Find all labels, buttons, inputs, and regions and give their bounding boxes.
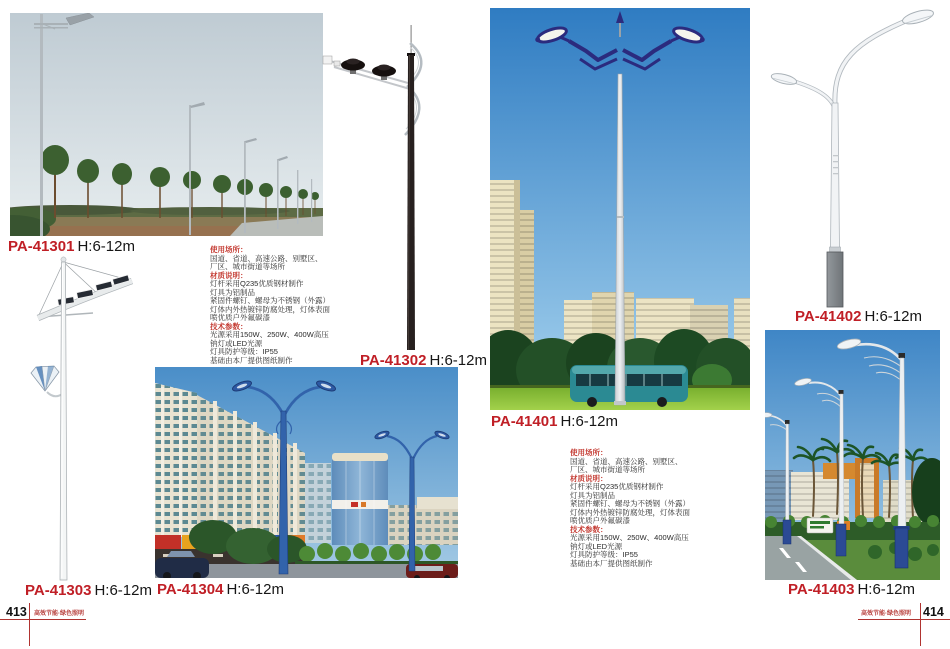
product-height: H:6-12m [77, 238, 135, 255]
spec-line: 喷优质户外氟碳漆 [210, 313, 270, 322]
render-pa41303 [5, 252, 155, 582]
spec-section-title: 使用场所： [570, 448, 608, 457]
sky [10, 13, 323, 236]
collar [830, 247, 841, 252]
spec-section-title: 技术参数： [570, 524, 608, 534]
spec-line: 紧固件螺钉、螺母为不锈钢（外露） [570, 499, 690, 508]
mid-fan-lamp [31, 366, 64, 396]
spec-line: 基础由本厂提供图纸制作 [570, 558, 653, 568]
footer-slogan-left: 高效节能·绿色照明 [34, 611, 84, 617]
product-label-pa41301 [8, 238, 135, 255]
lamp-pod-1 [341, 59, 365, 75]
spec-line: 灯具为铝制品 [570, 490, 615, 500]
bus [570, 365, 688, 407]
pole [60, 262, 67, 580]
spec-line: 厂区、城市街道等场所 [210, 262, 285, 271]
footer-slogan-right: 高效节能·绿色照明 [861, 611, 911, 617]
antenna [411, 25, 412, 55]
product-model: PA-41303 [25, 582, 92, 599]
short-arm [793, 81, 835, 111]
spec-section-title: 技术参数： [210, 321, 248, 331]
spec-line: 灯杆采用Q235优质钢材制作 [210, 279, 304, 288]
spec-section-title: 材质说明： [210, 270, 248, 280]
base-segment [827, 252, 843, 307]
spec-line: 国道、省道、高速公路、别墅区、 [210, 253, 323, 263]
product-model: PA-41304 [157, 581, 224, 598]
footer-rule-left [0, 619, 86, 620]
spec-line: 喷优质户外氟碳漆 [570, 516, 630, 525]
arm [323, 56, 410, 89]
footer-divider-right [920, 603, 921, 646]
product-height: H:6-12m [226, 581, 284, 598]
spec-line: 国道、省道、高速公路、别墅区、 [570, 456, 683, 466]
product-height: H:6-12m [560, 413, 618, 430]
spec-line: 灯体内外热镀锌防腐处理，灯体表面 [210, 304, 330, 314]
spec-line: 紧固件螺钉、螺母为不锈钢（外露） [210, 296, 330, 305]
product-model: PA-41402 [795, 308, 862, 325]
spec-line: 灯具防护等级：IP55 [210, 347, 278, 356]
spec-line: 灯具为铝制品 [210, 287, 255, 297]
spec-block-right [570, 449, 730, 568]
photo-pa41304 [155, 367, 458, 578]
spec-line: 厂区、城市街道等场所 [570, 465, 645, 474]
pole [831, 103, 840, 249]
photo-pa41403 [765, 330, 940, 580]
footer-divider-left [29, 603, 30, 646]
product-label-pa41303 [25, 582, 152, 599]
glass-tower [332, 453, 388, 545]
spec-line: 钠灯或LED光源 [210, 338, 263, 348]
tall-lamp-head [901, 9, 935, 27]
product-label-pa41304 [157, 581, 284, 598]
page-number-left: 413 [6, 605, 27, 619]
render-pa41402 [758, 9, 942, 309]
product-label-pa41403 [788, 581, 915, 598]
product-model: PA-41403 [788, 581, 855, 598]
photo-pa41401 [490, 8, 750, 410]
product-height: H:6-12m [864, 308, 922, 325]
product-height: H:6-12m [94, 582, 152, 599]
spec-line: 灯杆采用Q235优质钢材制作 [570, 482, 664, 491]
spec-section-title: 材质说明： [570, 473, 608, 483]
product-model: PA-41301 [8, 238, 75, 255]
spec-line: 光源采用150W、250W、400W高压 [570, 533, 689, 542]
photo-pa41301 [10, 13, 323, 236]
spec-section-title: 使用场所： [210, 245, 248, 254]
pole [407, 55, 415, 350]
spec-block-left [210, 246, 370, 365]
product-model: PA-41302 [360, 352, 427, 369]
product-label-pa41302 [360, 352, 487, 369]
spec-line: 灯具防护等级：IP55 [570, 550, 638, 559]
pole-finial [61, 257, 66, 262]
page-number-right: 414 [923, 605, 944, 619]
spec-line: 光源采用150W、250W、400W高压 [210, 330, 329, 339]
short-lamp-head [770, 71, 797, 86]
spec-line: 灯体内外热镀锌防腐处理，灯体表面 [570, 507, 690, 517]
product-height: H:6-12m [857, 581, 915, 598]
product-model: PA-41401 [491, 413, 558, 430]
product-height: H:6-12m [429, 352, 487, 369]
footer-rule-right [858, 619, 950, 620]
spec-line: 基础由本厂提供图纸制作 [210, 355, 293, 365]
product-label-pa41401 [491, 413, 618, 430]
spec-line: 钠灯或LED光源 [570, 541, 623, 551]
product-label-pa41402 [795, 308, 922, 325]
